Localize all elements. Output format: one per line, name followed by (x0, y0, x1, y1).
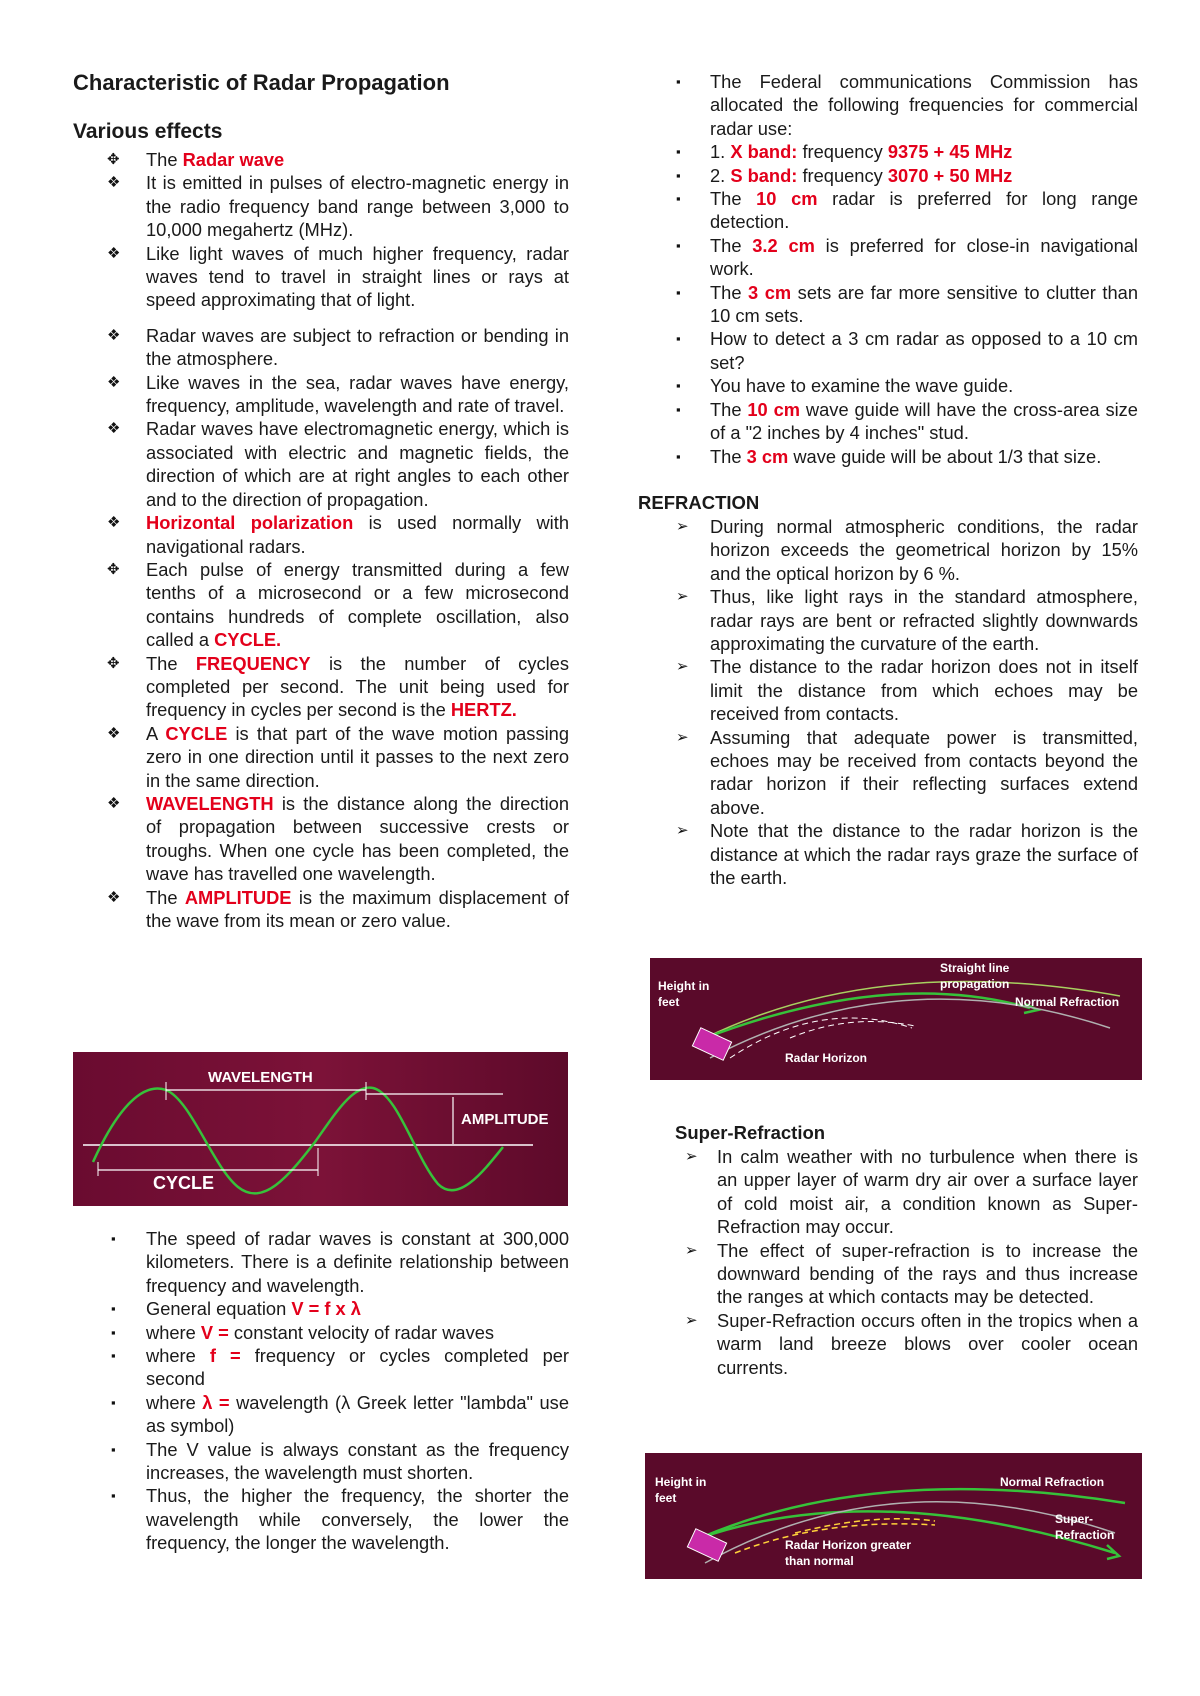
arrow-bullet-icon: ➢ (676, 822, 689, 840)
fig1-horizon-label: Radar Horizon (785, 1051, 868, 1065)
item-text: radar is preferred for long range detection. (710, 188, 1138, 233)
list-item (675, 1309, 1138, 1379)
highlight-text: 3070 + 50 MHz (887, 164, 1013, 186)
four-star-bullet-icon: ✥ (107, 151, 120, 168)
fig2-super-label: Super- (1055, 1512, 1094, 1526)
item-text: Each pulse of energy transmitted during a few tenths of a microsecond or a few microsecond contains hundreds of complete oscillation, also called a (146, 558, 569, 651)
item-text: is that part of the wave motion passing zero in one direction until it passes to the next zero in the same direction. (146, 722, 569, 791)
item-text: 2. (710, 164, 731, 186)
square-bullet-icon: ▪ (111, 1324, 116, 1340)
item-text: where (146, 1391, 203, 1413)
page-title: Characteristic of Radar Propagation (73, 70, 450, 95)
item-text: is the distance along the direction of propagation between successive crests or troughs. When one cycle has been completed, the wave has travelled one wavelength. (146, 792, 569, 885)
item-text: where (146, 1345, 210, 1367)
section-heading-various-effects: Various effects (73, 120, 223, 143)
arrow-bullet-icon: ➢ (676, 588, 689, 606)
item-text: The (146, 886, 185, 908)
square-bullet-icon: ▪ (676, 401, 681, 417)
list-item (644, 585, 1138, 655)
item-text: Note that the distance to the radar horizon is the distance at which the radar rays graze the surface of the earth. (710, 820, 1138, 888)
item-text: The speed of radar waves is constant at 300,000 kilometers. There is a definite relationship between frequency and wavelength. (146, 1228, 569, 1296)
wave-figure (73, 1052, 568, 1206)
square-bullet-icon: ▪ (111, 1488, 116, 1504)
four-star-bullet-icon: ✥ (107, 654, 120, 672)
item-text: The (146, 652, 196, 674)
item-text: frequency or cycles completed per second (146, 1345, 569, 1390)
arrow-bullet-icon: ➢ (676, 658, 689, 676)
list-item (73, 371, 569, 418)
square-bullet-icon: ▪ (676, 378, 681, 394)
list-item (644, 234, 1138, 281)
list-item (73, 1438, 569, 1485)
highlight-text: 3.2 cm (752, 234, 815, 256)
arrow-bullet-icon: ➢ (676, 517, 689, 535)
item-text: Radar waves are subject to refraction or bending in the atmosphere. (146, 324, 569, 370)
right-column (638, 70, 1138, 889)
svg-text:than normal: than normal (785, 1554, 854, 1568)
left-column (73, 70, 569, 932)
arrow-bullet-icon: ➢ (685, 1148, 698, 1165)
item-text: It is emitted in pulses of electro-magnetic energy in the radio frequency band range between 3,000 to 10,000 megahertz (MHz). (146, 172, 569, 241)
highlight-text: Radar wave (182, 149, 285, 170)
list-item (644, 140, 1138, 163)
list-item (644, 445, 1138, 468)
item-text: The effect of super-refraction is to increase the downward bending of the rays and thus increase the ranges at which contacts may be detected. (717, 1239, 1138, 1308)
item-text: where (146, 1321, 201, 1343)
highlight-text: 10 cm (756, 188, 818, 210)
diamond-bullet-icon: ❖ (107, 174, 121, 192)
item-text: The (710, 445, 747, 467)
item-text: The (710, 188, 757, 210)
list-item (73, 1484, 569, 1554)
fig2-height-label: Height in (655, 1475, 707, 1489)
frequency-list (644, 70, 1138, 468)
item-text: During normal atmospheric conditions, the radar horizon exceeds the geometrical horizon by 15% and the optical horizon by 6 %. (710, 515, 1138, 584)
effects-list (73, 148, 569, 932)
wavelength-label: WAVELENGTH (208, 1069, 313, 1086)
item-text: The (146, 149, 183, 170)
item-text: Thus, the higher the frequency, the shorter the wavelength while conversely, the lower the frequency, the longer the wavelength. (146, 1485, 569, 1554)
list-item (644, 655, 1138, 725)
diamond-bullet-icon: ❖ (107, 794, 121, 812)
list-item (73, 1321, 569, 1344)
list-item (73, 722, 569, 792)
highlight-text: V = (200, 1321, 229, 1343)
refraction-list (644, 515, 1138, 890)
list-item (644, 70, 1138, 140)
item-text: The Federal communications Commission has allocated the following frequencies for commercial radar use: (710, 71, 1138, 139)
item-text: Assuming that adequate power is transmitted, echoes may be received from contacts beyond the radar horizon if their reflecting surfaces extend above. (710, 726, 1138, 818)
highlight-text: 10 cm (747, 398, 801, 420)
highlight-text: f = (209, 1345, 241, 1367)
item-text: Like waves in the sea, radar waves have energy, frequency, amplitude, wavelength and rate of travel. (146, 371, 569, 417)
highlight-text: V = f x λ (291, 1298, 361, 1320)
square-bullet-icon: ▪ (676, 331, 681, 347)
list-item (73, 1227, 569, 1297)
refraction-heading: REFRACTION (638, 491, 760, 513)
item-text: In calm weather with no turbulence when there is an upper layer of warm dry air over a surface layer of cold moist air, a condition known as Super-Refraction may occur. (717, 1146, 1138, 1238)
square-bullet-icon: ▪ (676, 167, 681, 183)
square-bullet-icon: ▪ (111, 1301, 116, 1317)
diamond-bullet-icon: ❖ (107, 724, 121, 742)
right-column-lower (675, 1121, 1138, 1379)
highlight-text: λ = (202, 1391, 230, 1413)
item-text: The (710, 398, 748, 420)
list-item (644, 398, 1138, 445)
highlight-text: WAVELENGTH (146, 792, 274, 814)
item-text: is preferred for close-in navigational work. (710, 234, 1138, 280)
list-item (644, 187, 1138, 234)
list-item (675, 1239, 1138, 1309)
item-text: Like light waves of much higher frequency, radar waves tend to travel in straight lines or rays at speed approximating that of light. (146, 242, 569, 311)
list-item (73, 148, 569, 171)
item-text: sets are far more sensitive to clutter than 10 cm sets. (710, 281, 1138, 327)
highlight-text: Horizontal polarization (146, 512, 354, 534)
item-text: The distance to the radar horizon does not in itself limit the distance from which echoes may be received from contacts. (710, 656, 1138, 725)
list-item (675, 1145, 1138, 1239)
square-bullet-icon: ▪ (676, 191, 681, 207)
fig1-height-label: Height in (658, 979, 710, 993)
super-refraction-heading: Super-Refraction (675, 1122, 826, 1143)
list-item (73, 1391, 569, 1438)
list-item (644, 726, 1138, 820)
diamond-bullet-icon: ❖ (107, 373, 121, 391)
item-text: A (146, 722, 166, 744)
item-text: is the maximum displacement of the wave from its mean or zero value. (146, 886, 569, 931)
item-text: General equation (146, 1298, 292, 1320)
fig1-straight-label: Straight line (940, 961, 1010, 975)
diamond-bullet-icon: ❖ (107, 420, 121, 438)
list-item (73, 171, 569, 241)
fig2-normal-label: Normal Refraction (1000, 1475, 1105, 1489)
list-item (73, 1297, 569, 1320)
square-bullet-icon: ▪ (111, 1394, 116, 1410)
item-text: frequency (797, 164, 888, 186)
item-text: is the number of cycles completed per second. The unit being used for frequency in cycles per second is the (146, 652, 569, 721)
item-text: frequency (797, 141, 888, 163)
list-item (73, 324, 569, 371)
diamond-bullet-icon: ❖ (107, 244, 121, 262)
item-text: wave guide will be about 1/3 that size. (788, 445, 1102, 467)
item-text: constant velocity of radar waves (228, 1321, 495, 1343)
svg-text:feet: feet (655, 1491, 677, 1505)
list-item (644, 374, 1138, 397)
list-item (644, 515, 1138, 585)
square-bullet-icon: ▪ (676, 74, 681, 89)
highlight-text: HERTZ. (450, 699, 517, 721)
square-bullet-icon: ▪ (676, 237, 681, 253)
highlight-text: S band: (730, 164, 798, 186)
item-text: How to detect a 3 cm radar as opposed to a 10 cm set? (710, 328, 1138, 373)
list-item (73, 1344, 569, 1391)
amplitude-label: AMPLITUDE (461, 1111, 549, 1128)
cycle-label: CYCLE (153, 1173, 215, 1193)
list-item (644, 164, 1138, 187)
svg-text:Refraction: Refraction (1055, 1528, 1115, 1542)
super-refraction-list (675, 1145, 1138, 1379)
highlight-text: 9375 + 45 MHz (887, 141, 1013, 163)
item-text: The (710, 281, 749, 303)
list-item (73, 242, 569, 312)
square-bullet-icon: ▪ (111, 1348, 116, 1364)
item-text: wavelength (λ Greek letter "lambda" use as symbol) (146, 1391, 569, 1437)
highlight-text: CYCLE (165, 722, 228, 744)
list-item (73, 511, 569, 558)
refraction-figure (650, 958, 1142, 1080)
highlight-text: AMPLITUDE (184, 886, 292, 908)
list-item (73, 558, 569, 652)
square-bullet-icon: ▪ (676, 284, 681, 300)
speed-list (73, 1227, 569, 1555)
list-item (644, 327, 1138, 374)
highlight-text: 3 cm (748, 281, 792, 303)
item-text: is used normally with navigational radars. (146, 512, 569, 557)
list-item (644, 819, 1138, 889)
arrow-bullet-icon: ➢ (685, 1311, 698, 1329)
list-item (73, 792, 569, 886)
left-column-lower (73, 1227, 569, 1555)
list-item (73, 652, 569, 722)
svg-text:propagation: propagation (940, 977, 1010, 991)
highlight-text: CYCLE. (214, 629, 282, 651)
diamond-bullet-icon: ❖ (107, 888, 121, 906)
svg-text:feet: feet (658, 995, 680, 1009)
list-item (73, 886, 569, 933)
fig1-normal-label: Normal Refraction (1015, 995, 1120, 1009)
super-refraction-figure (645, 1453, 1142, 1579)
item-text: 1. (710, 141, 731, 163)
item-text: Thus, like light rays in the standard atmosphere, radar rays are bent or refracted slightly downwards approximating the curvature of the earth. (710, 586, 1138, 654)
highlight-text: FREQUENCY (195, 652, 311, 674)
item-text: The (710, 234, 753, 256)
square-bullet-icon: ▪ (676, 448, 681, 464)
arrow-bullet-icon: ➢ (676, 728, 689, 746)
item-text: The V value is always constant as the frequency increases, the wavelength must shorten. (146, 1438, 569, 1484)
arrow-bullet-icon: ➢ (685, 1241, 698, 1259)
fig2-horizon-label: Radar Horizon greater (785, 1538, 912, 1552)
square-bullet-icon: ▪ (111, 1231, 116, 1246)
item-text: wave guide will have the cross-area size of a "2 inches by 4 inches" stud. (710, 398, 1138, 444)
square-bullet-icon: ▪ (111, 1441, 116, 1457)
list-item (644, 281, 1138, 328)
diamond-bullet-icon: ❖ (107, 326, 121, 344)
item-text: Radar waves have electromagnetic energy, which is associated with electric and magnetic fields, the direction of which are at right angles to each other and to the direction of propagation. (146, 418, 569, 510)
highlight-text: 3 cm (746, 445, 789, 467)
four-star-bullet-icon: ✥ (107, 560, 120, 578)
highlight-text: X band: (730, 141, 798, 163)
item-text: You have to examine the wave guide. (710, 375, 1014, 397)
square-bullet-icon: ▪ (676, 144, 681, 160)
diamond-bullet-icon: ❖ (107, 514, 121, 532)
item-text: Super-Refraction occurs often in the tropics when a warm land breeze blows over cooler ocean currents. (717, 1309, 1138, 1378)
list-item (73, 417, 569, 511)
